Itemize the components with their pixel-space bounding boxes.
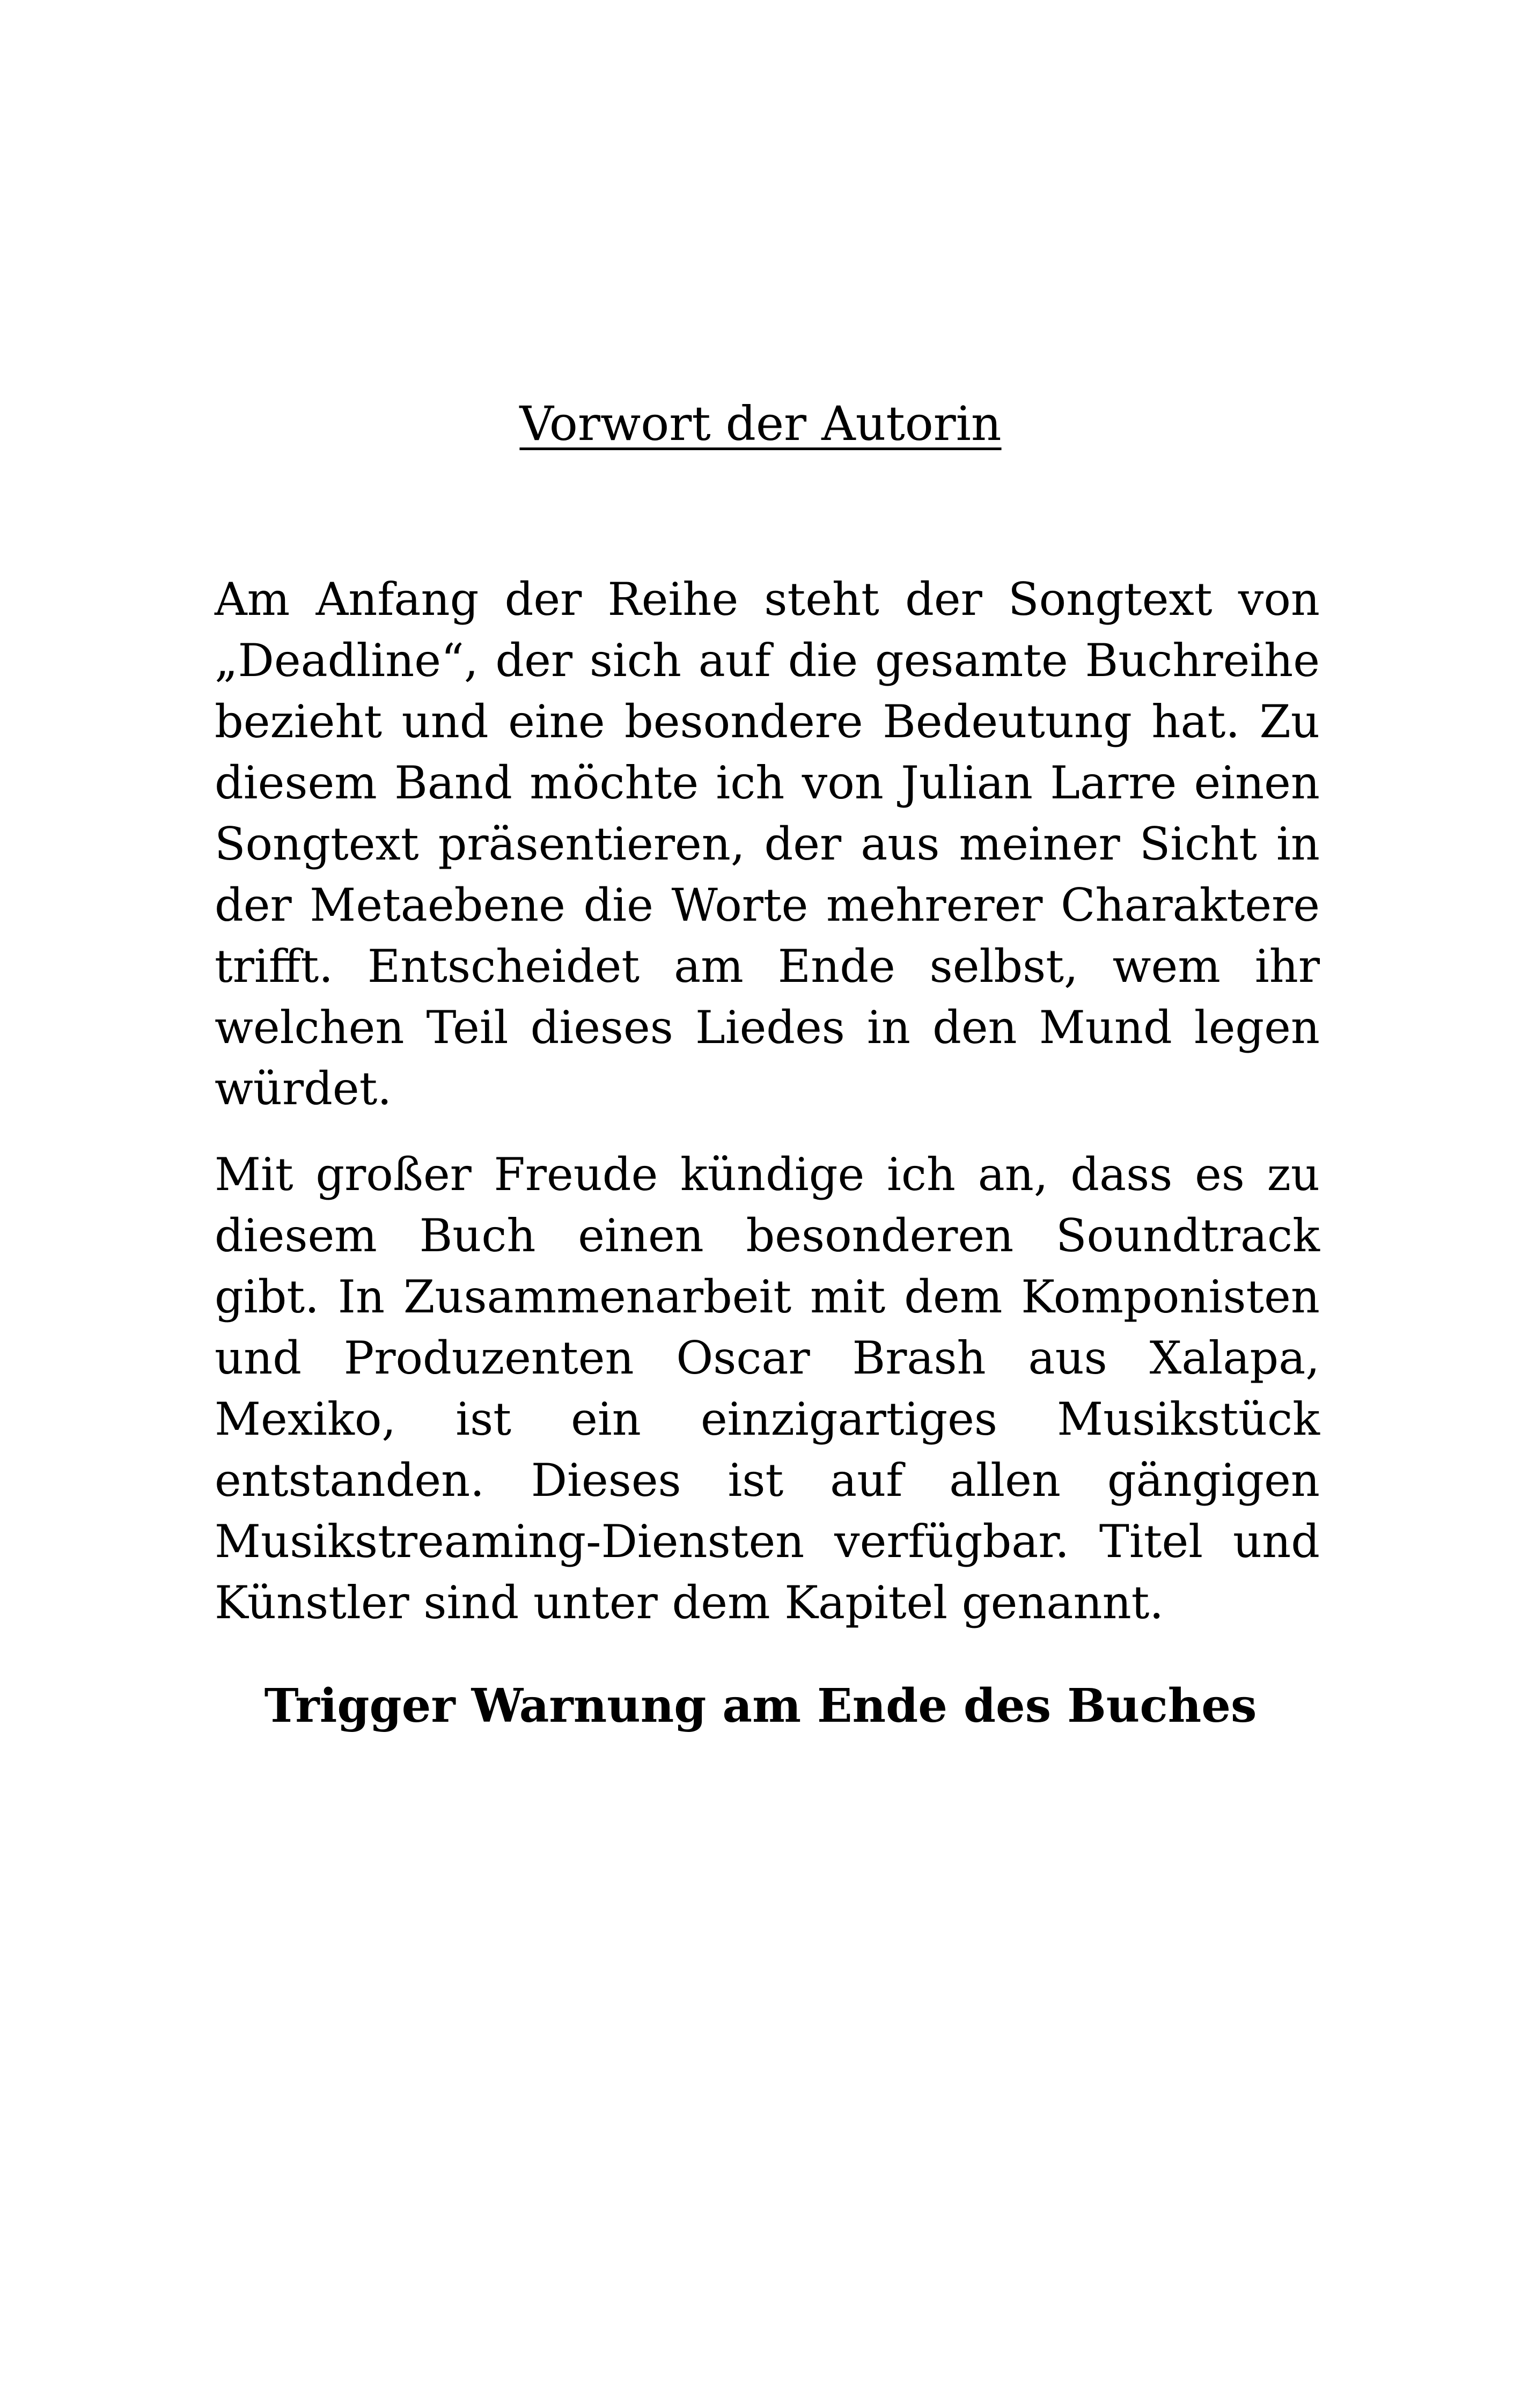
body-text [215,569,1320,1658]
paragraph-1: Am Anfang der Reihe steht der Songtext von „Deadline“, der sich auf die gesamte Buchreihe bezieht und eine besondere Bedeutung hat. Zu diesem Band möchte ich von Julian Larre einen Songtext präsentieren, der aus meiner Sicht in der Metaebene die Worte mehrerer Charaktere trifft. Entscheidet am Ende selbst, wem ihr welchen Teil dieses Liedes in den Mund legen würdet. [215,573,1320,1115]
page-heading [0,392,1521,456]
paragraph-2: Mit großer Freude kündige ich an, dass es zu diesem Buch einen besonderen Soundtrack gibt. In Zusammenarbeit mit dem Komponisten und Produzenten Oscar Brash aus Xalapa, Mexiko, ist ein einzigartiges Musikstück entstanden. Dieses ist auf allen gängigen Musikstreaming-Diensten verfügbar. Titel und Künstler sind unter dem Kapitel genannt. [215,1148,1320,1629]
trigger-warning: Trigger Warnung am Ende des Buches [264,1679,1257,1733]
heading-text: Vorwort der Autorin [519,396,1002,451]
